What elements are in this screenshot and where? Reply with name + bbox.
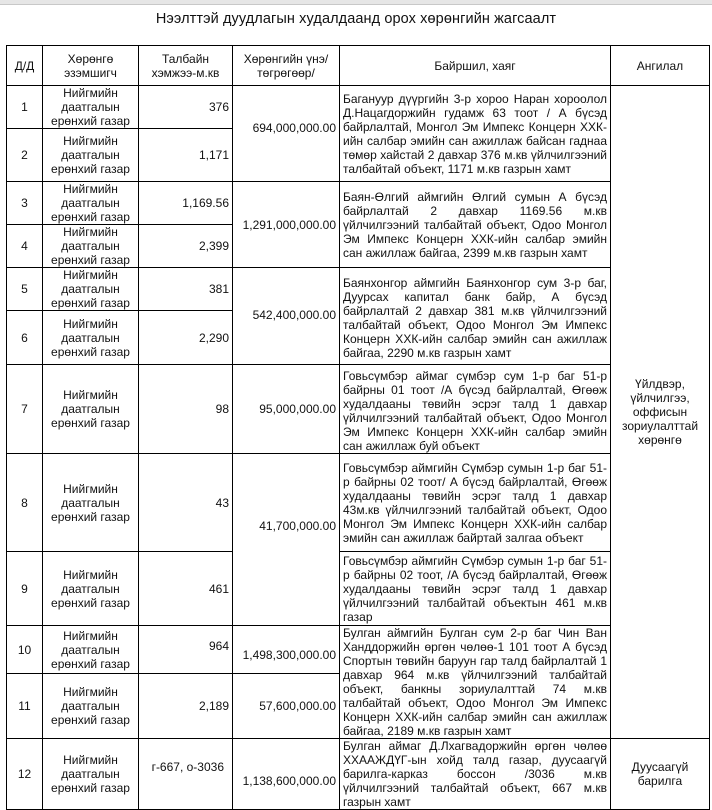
address-cell: Баянхонгор аймгийн Баянхонгор сум 3-р баг, Дуурсах капитал банк байр, А бүсэд байрлалтай 2 давхар 381 м.кв үйлчилгээний талбайтай объект, Одоо Монгол Эм Импекс Концерн ХХК-ийн салбар эмийн сан ажиллаж байгаа, 2290 м.кв газрын хамт [340, 268, 611, 365]
row-number: 8 [7, 454, 43, 552]
owner-cell: Нийгмийн даатгалын ерөнхий газар [43, 626, 139, 674]
price-cell: 1,498,300,000.00 [233, 626, 340, 674]
owner-cell: Нийгмийн даатгалын ерөнхий газар [43, 268, 139, 311]
row-number: 12 [7, 739, 43, 810]
address-cell: Говьсүмбэр аймгийн Сүмбэр сумын 1-р баг 51-р байрны 02 тоот/ А бүсэд байрлалтай, Өгөөж худалдааны төвийн эсрэг талд 1 давхар 43м.кв үйлчилгээний талбайтай объект, Одоо Монгол Эм Импекс Концерн ХХК-ийн салбар эмийн сан ажиллаж байртай залгаа объект [340, 454, 611, 552]
header-area [139, 46, 233, 86]
table-row [7, 552, 710, 626]
document-title: Нээлттэй дуудлагын худалдаанд орох хөрөнгийн жагсаалт [155, 11, 557, 27]
row-number: 1 [7, 86, 43, 129]
header-area-line1: Талбайн [161, 51, 210, 66]
header-price-line1: Хөрөнгийн үнэ/ [243, 51, 329, 66]
row-number: 5 [7, 268, 43, 311]
table-row [7, 268, 710, 311]
window-top-bar [0, 0, 712, 5]
area-cell: 461 [139, 552, 233, 626]
row-number: 4 [7, 225, 43, 268]
header-owner-line2: эзэмшигч [64, 65, 117, 80]
price-cell: 1,138,600,000.00 [233, 739, 340, 810]
address-cell: Говьсүмбэр аймгийн Сүмбэр сумын 1-р баг 51-р байрны 02 тоот, /А бүсэд байрлалтай, Өгөөж худалдааны төвийн эсрэг талд 1 давхар үйлчилгээний талбайтай объектын 461 м.кв газар [340, 552, 611, 626]
owner-cell: Нийгмийн даатгалын ерөнхий газар [43, 454, 139, 552]
address-cell: Баян-Өлгий аймгийн Өлгий сумын А бүсэд байрлалтай 2 давхар 1169.56 м.кв үйлчилгээний талбайтай объект, Одоо Монгол Эм Импекс Концерн ХХК-ийн салбар эмийн сан ажиллаж байгаа, 2399 м.кв газрын хамт [340, 182, 611, 268]
asset-list-table [6, 45, 710, 810]
header-price [233, 46, 340, 86]
area-cell: 2,399 [139, 225, 233, 268]
address-cell: Булган аймаг Д.Лхагвадоржийн өргөн чөлөө ХХААЖДҮГ-ын хойд талд газар, дуусаагүй барилга-карказ боссон /3036 м.кв үйлчилгээний талбайтай объект, 667 м.кв газрын хамт [340, 739, 611, 810]
area-cell: 376 [139, 86, 233, 129]
price-cell: 57,600,000.00 [233, 674, 340, 739]
area-cell: 43 [139, 454, 233, 552]
owner-cell: Нийгмийн даатгалын ерөнхий газар [43, 129, 139, 182]
header-address: Байршил, хаяг [340, 46, 611, 86]
owner-cell: Нийгмийн даатгалын ерөнхий газар [43, 674, 139, 739]
price-cell: 542,400,000.00 [233, 268, 340, 365]
area-cell: 1,169.56 [139, 182, 233, 225]
address-cell: Говьсүмбэр аймаг сүмбэр сум 1-р баг 51-р байрны 01 тоот /А бүсэд байрлалтай, Өгөөж худалдааны төвийн эсрэг талд 1 давхар үйлчилгээний талбайтай объект, Одоо Монгол Эм Импекс Концерн ХХК-ийн салбар эмийн сан ажиллаж буй объект [340, 365, 611, 454]
table-row [7, 86, 710, 129]
area-cell: 2,290 [139, 311, 233, 365]
header-owner [43, 46, 139, 86]
table-row [7, 182, 710, 225]
owner-cell: Нийгмийн даатгалын ерөнхий газар [43, 225, 139, 268]
header-owner-line1: Хөрөнгө [67, 51, 114, 66]
owner-cell: Нийгмийн даатгалын ерөнхий газар [43, 86, 139, 129]
table-row [7, 365, 710, 454]
category-cell: Дуусаагүй барилга [611, 739, 710, 810]
area-cell: 381 [139, 268, 233, 311]
row-number: 6 [7, 311, 43, 365]
price-cell: 694,000,000.00 [233, 86, 340, 182]
owner-cell: Нийгмийн даатгалын ерөнхий газар [43, 739, 139, 810]
row-number: 9 [7, 552, 43, 626]
price-cell: 95,000,000.00 [233, 365, 340, 454]
row-number: 11 [7, 674, 43, 739]
row-number: 2 [7, 129, 43, 182]
table-header-row [7, 46, 710, 86]
table-row [7, 626, 710, 674]
table-row [7, 454, 710, 552]
area-cell: 98 [139, 365, 233, 454]
price-cell: 41,700,000.00 [233, 454, 340, 626]
area-cell: 964 [139, 626, 233, 674]
table-row [7, 739, 710, 810]
area-cell: г-667, о-3036 [139, 739, 233, 810]
header-price-line2: төгрөгөөр/ [257, 65, 315, 80]
price-cell: 1,291,000,000.00 [233, 182, 340, 268]
category-cell: Үйлдвэр, үйлчилгээ, оффисын зориулалттай хөрөнгө [611, 86, 710, 739]
row-number: 3 [7, 182, 43, 225]
owner-cell: Нийгмийн даатгалын ерөнхий газар [43, 365, 139, 454]
owner-cell: Нийгмийн даатгалын ерөнхий газар [43, 311, 139, 365]
area-cell: 2,189 [139, 674, 233, 739]
header-no: Д/Д [7, 46, 43, 86]
owner-cell: Нийгмийн даатгалын ерөнхий газар [43, 182, 139, 225]
header-area-line2: хэмжээ-м.кв [151, 65, 220, 80]
row-number: 10 [7, 626, 43, 674]
owner-cell: Нийгмийн даатгалын ерөнхий газар [43, 552, 139, 626]
address-cell: Багануур дүүргийн 3-р хороо Наран хороолол Д.Нацагдоржийн гудамж 63 тоот / А бүсэд байрлалтай, Монгол Эм Импекс Концерн ХХК-ийн салбар эмийн сан ажиллаж байсан гаднаа төмөр хайстай 2 давхар 376 м.кв үйлчилгээний талбайтай объект, 1171 м.кв газрын хамт [340, 86, 611, 182]
row-number: 7 [7, 365, 43, 454]
area-cell: 1,171 [139, 129, 233, 182]
address-cell: Булган аймгийн Булган сум 2-р баг Чин Ван Ханддоржийн өргөн чөлөө-1 101 тоот А бүсэд Спортын төвийн баруун гар талд байрлалтай 1 давхар 964 м.кв үйлчилгээний талбайтай объект, банкны зориулалттай 74 м.кв талбайтай объект, Одоо Монгол Эм Импекс Концерн ХХК-ийн салбар эмийн сан ажиллаж байгаа, 2189 м.кв газрын хамт [340, 626, 611, 739]
header-category: Ангилал [611, 46, 710, 86]
